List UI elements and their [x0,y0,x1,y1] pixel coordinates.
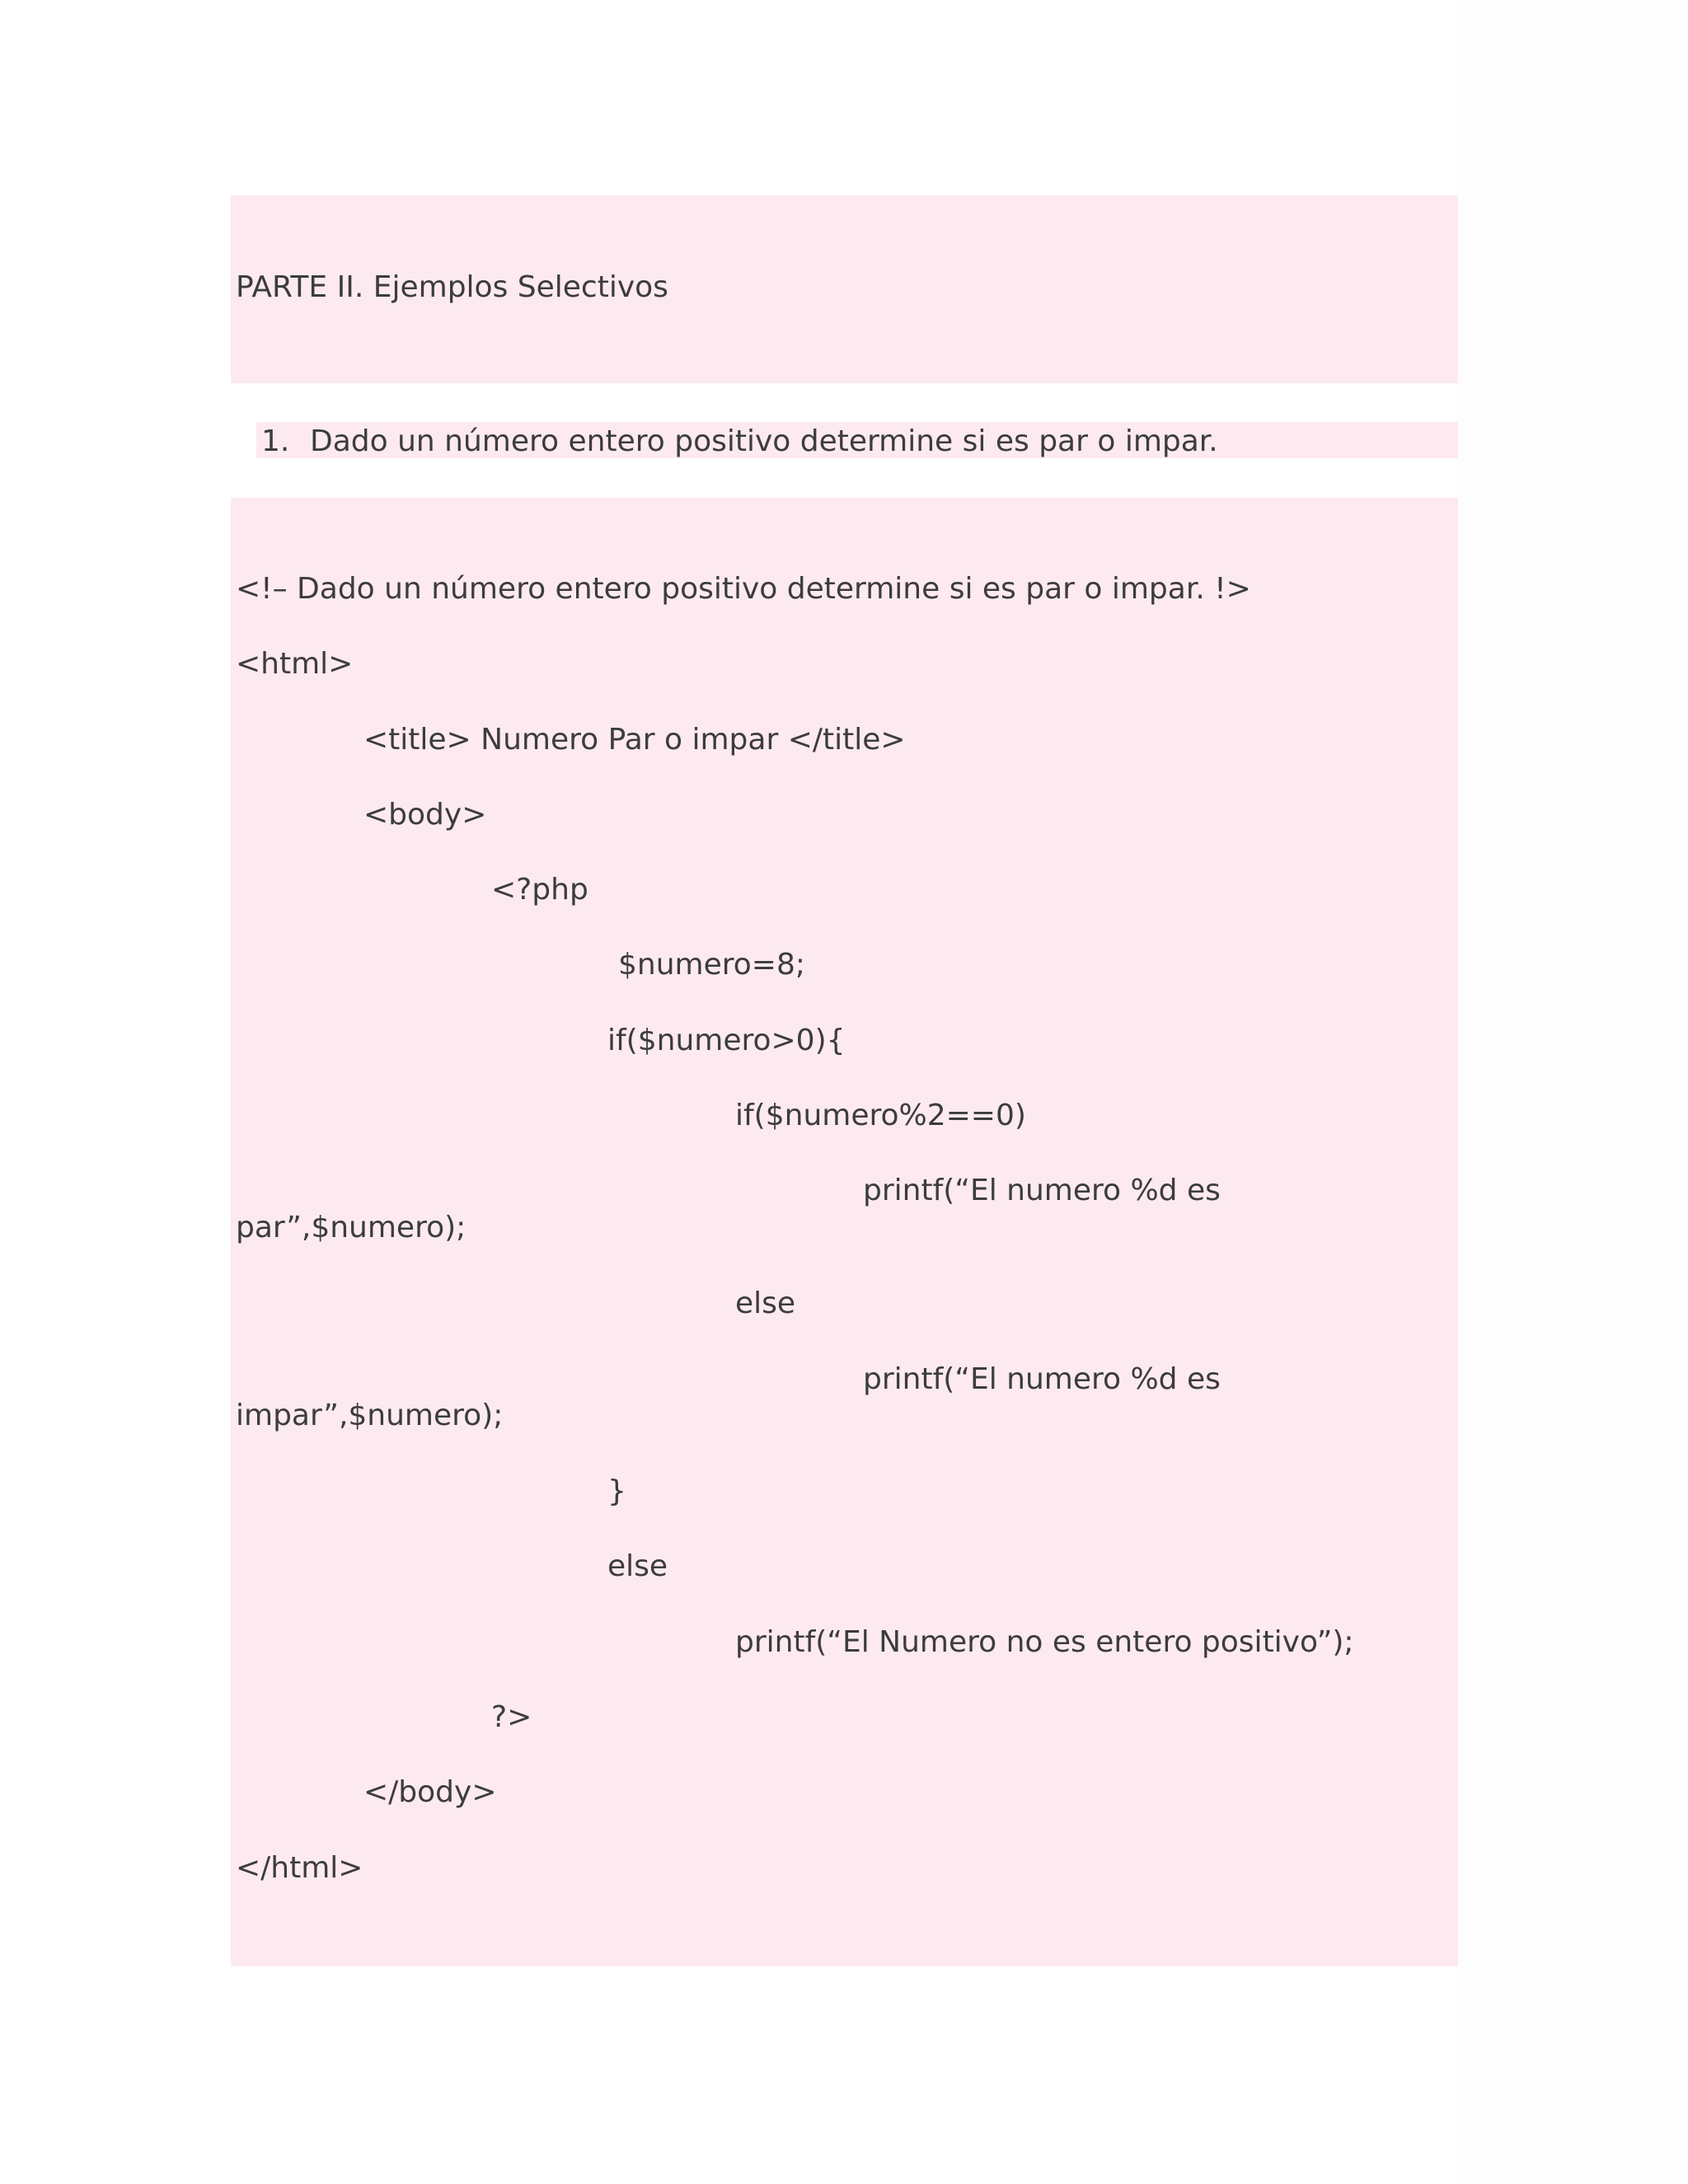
code-body-open: <body> [363,798,487,832]
list-text: Dado un número entero positivo determine si es par o impar. [310,424,1218,458]
code-body-close: </body> [363,1775,497,1809]
code-if-outer: if($numero>0){ [607,1024,846,1057]
code-html-open: <html> [236,647,354,681]
code-else-inner: else [735,1286,796,1320]
code-title: <title> Numero Par o impar </title> [363,723,906,757]
list-number: 1. [261,424,290,458]
code-printf-neg: printf(“El Numero no es entero positivo”); [735,1625,1354,1659]
section-heading-block [231,195,1458,383]
page-margin [1455,0,1688,2184]
code-printf-impar: printf(“El numero %d es [863,1362,1221,1396]
code-assign: $numero=8; [618,948,805,982]
code-block [231,498,1458,1966]
code-if-inner: if($numero%2==0) [735,1099,1026,1132]
code-printf-par-wrap: par”,$numero); [236,1211,467,1244]
exercise-list-item [256,422,1458,458]
code-close-brace: } [607,1474,626,1508]
code-comment: <!– Dado un número entero positivo determine si es par o impar. !> [236,572,1251,606]
code-printf-par: printf(“El numero %d es [863,1174,1221,1207]
code-else-outer: else [607,1549,668,1583]
code-php-open: <?php [491,873,588,907]
code-printf-impar-wrap: impar”,$numero); [236,1399,504,1432]
code-html-close: </html> [236,1851,363,1885]
code-php-close: ?> [491,1700,532,1734]
section-heading: PARTE II. Ejemplos Selectivos [236,270,668,304]
